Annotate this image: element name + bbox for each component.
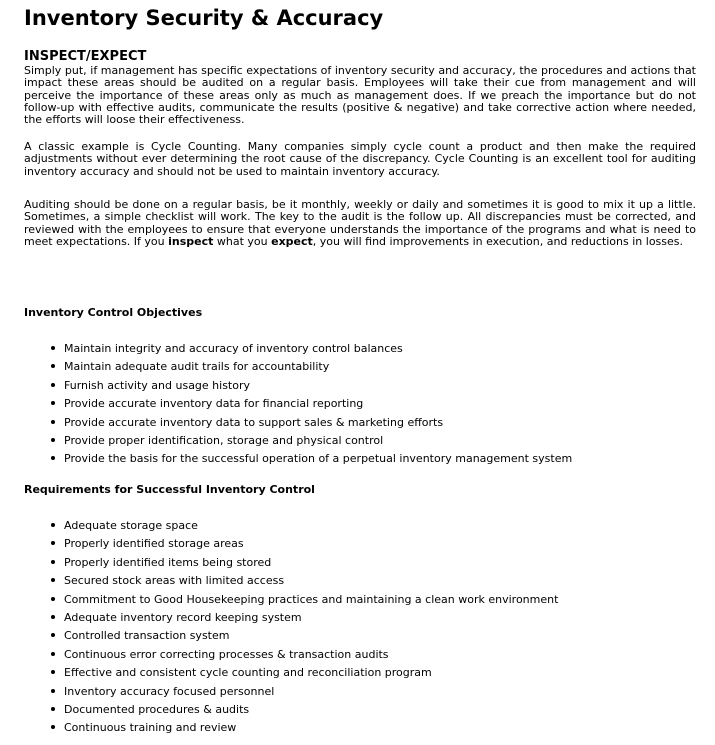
list-item: Continuous training and review — [24, 720, 558, 738]
list-item: Controlled transaction system — [24, 628, 558, 646]
inspect-emphasis: inspect — [168, 234, 214, 248]
paragraph-text: , you will find improvements in execution, and reductions in losses. — [312, 234, 684, 248]
page-title: Inventory Security & Accuracy — [24, 6, 384, 30]
list-item: Properly identified items being stored — [24, 555, 558, 573]
paragraph-auditing — [24, 199, 696, 248]
list-item: Properly identified storage areas — [24, 536, 558, 554]
list-item: Secured stock areas with limited access — [24, 573, 558, 591]
list-item: Furnish activity and usage history — [24, 378, 572, 396]
objectives-list — [24, 341, 572, 470]
list-item: Provide accurate inventory data to support sales & marketing efforts — [24, 415, 572, 433]
list-item: Maintain adequate audit trails for accountability — [24, 359, 572, 377]
list-item: Documented procedures & audits — [24, 702, 558, 720]
expect-emphasis: expect — [271, 234, 313, 248]
paragraph-text: what you — [213, 234, 272, 248]
paragraph-text: Auditing should be done on a regular basis, be it monthly, weekly or daily and sometimes it is good to mix it up a little. Sometimes, a simple checklist will work. The key to the audit is the follow up. All discrepancies must be corrected, and reviewed with the employees to ensure that everyone understands the importance of the programs and what is need to meet expectations. If you — [24, 198, 696, 248]
requirements-title: Requirements for Successful Inventory Control — [24, 483, 315, 496]
objectives-title: Inventory Control Objectives — [24, 306, 203, 319]
paragraph-cycle-counting: A classic example is Cycle Counting. Many companies simply cycle count a product and then make the required adjustments without ever determining the root cause of the discrepancy. Cycle Counting is an excellent tool for auditing inventory accuracy and should not be used to maintain inventory accuracy. — [24, 140, 696, 178]
list-item: Commitment to Good Housekeeping practices and maintaining a clean work environment — [24, 592, 558, 610]
list-item: Provide the basis for the successful operation of a perpetual inventory management system — [24, 451, 572, 469]
section-heading: INSPECT/EXPECT — [24, 49, 147, 64]
paragraph-audits: Simply put, if management has specific expectations of inventory security and accuracy, the procedures and actions that impact these areas should be audited on a regular basis. Employees will take their cue from management and will perceive the importance of these areas only as much as management does. If we preach the importance but do not follow-up with effective audits, communicate the results (positive & negative) and take corrective action where needed, the efforts will loose their effectiveness. — [24, 64, 696, 127]
list-item: Inventory accuracy focused personnel — [24, 684, 558, 702]
list-item: Effective and consistent cycle counting and reconciliation program — [24, 665, 558, 683]
list-item: Maintain integrity and accuracy of inventory control balances — [24, 341, 572, 359]
list-item: Adequate storage space — [24, 518, 558, 536]
list-item: Provide proper identification, storage and physical control — [24, 433, 572, 451]
list-item: Continuous error correcting processes & transaction audits — [24, 647, 558, 665]
list-item: Adequate inventory record keeping system — [24, 610, 558, 628]
list-item: Provide accurate inventory data for financial reporting — [24, 396, 572, 414]
requirements-list — [24, 518, 558, 739]
